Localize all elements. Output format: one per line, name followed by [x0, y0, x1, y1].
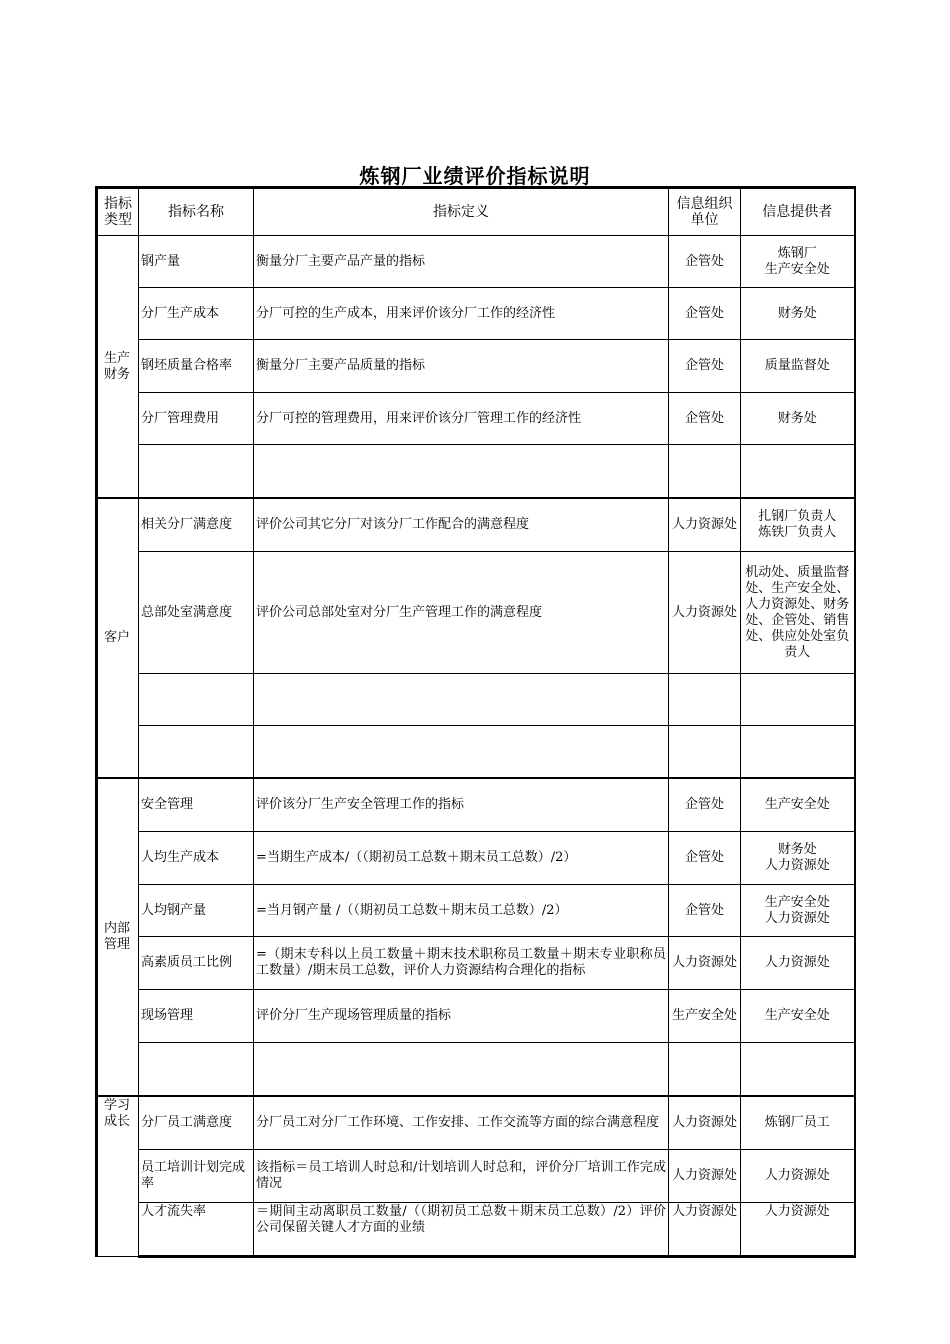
info-org-cell: 企管处: [669, 778, 741, 832]
info-org-cell: 企管处: [669, 288, 741, 340]
page-title: 炼钢厂业绩评价指标说明: [359, 164, 591, 188]
info-org-cell: 企管处: [669, 832, 741, 885]
group-type-cell: 生产财务: [97, 236, 139, 499]
info-provider-cell: [741, 726, 855, 779]
info-provider-cell: 生产安全处 人力资源处: [741, 885, 855, 937]
table-header-row: [97, 188, 855, 236]
table-row: [97, 778, 855, 832]
info-provider-cell: [741, 1043, 855, 1097]
indicator-definition-cell: [254, 726, 669, 779]
info-org-cell: 人力资源处: [669, 552, 741, 674]
indicator-definition-cell: 评价该分厂生产安全管理工作的指标: [254, 778, 669, 832]
table-row: [97, 1043, 855, 1097]
header-definition: 指标定义: [254, 188, 669, 236]
info-org-cell: [669, 674, 741, 726]
indicator-definition-cell: [254, 445, 669, 499]
header-name: 指标名称: [139, 188, 254, 236]
table-row: [97, 236, 855, 288]
indicator-name-cell: 钢产量: [139, 236, 254, 288]
table-row: [97, 726, 855, 779]
indicator-name-cell: 高素质员工比例: [139, 937, 254, 990]
indicator-name-cell: [139, 726, 254, 779]
indicator-definition-cell: [254, 1043, 669, 1097]
table-row: [97, 1203, 855, 1257]
indicator-definition-cell: 衡量分厂主要产品产量的指标: [254, 236, 669, 288]
table-row: [97, 393, 855, 445]
indicator-definition-cell: 分厂员工对分厂工作环境、工作安排、工作交流等方面的综合满意程度: [254, 1096, 669, 1150]
indicator-name-cell: 分厂生产成本: [139, 288, 254, 340]
info-org-cell: 人力资源处: [669, 1096, 741, 1150]
info-provider-cell: 生产安全处: [741, 990, 855, 1043]
info-org-cell: 人力资源处: [669, 1150, 741, 1203]
indicator-name-cell: 安全管理: [139, 778, 254, 832]
indicator-definition-cell: 衡量分厂主要产品质量的指标: [254, 340, 669, 393]
indicator-name-cell: 相关分厂满意度: [139, 498, 254, 552]
table-row: [97, 498, 855, 552]
info-provider-cell: 人力资源处: [741, 1150, 855, 1203]
info-org-cell: 企管处: [669, 236, 741, 288]
info-org-cell: [669, 726, 741, 779]
table-row: [97, 990, 855, 1043]
info-org-cell: 生产安全处: [669, 990, 741, 1043]
indicator-name-cell: 员工培训计划完成率: [139, 1150, 254, 1203]
indicator-definition-cell: ＝期间主动离职员工数量/（（期初员工总数＋期末员工总数）/2）评价公司保留关键人才方面的业绩: [254, 1203, 669, 1257]
info-org-cell: 企管处: [669, 340, 741, 393]
indicator-name-cell: 现场管理: [139, 990, 254, 1043]
indicator-name-cell: 分厂员工满意度: [139, 1096, 254, 1150]
indicator-definition-cell: [254, 674, 669, 726]
group-type-cell: 客户: [97, 498, 139, 778]
indicator-definition-cell: 分厂可控的管理费用，用来评价该分厂管理工作的经济性: [254, 393, 669, 445]
table-row: [97, 552, 855, 674]
table-row: [97, 937, 855, 990]
table-row: [97, 1096, 855, 1150]
table-row: [97, 832, 855, 885]
table-row: [97, 445, 855, 499]
header-org: 信息组织单位: [669, 188, 741, 236]
indicator-definition-cell: 分厂可控的生产成本，用来评价该分厂工作的经济性: [254, 288, 669, 340]
table-row: [97, 885, 855, 937]
info-provider-cell: 人力资源处: [741, 937, 855, 990]
group-type-cell: 学习成长: [97, 1096, 139, 1257]
indicator-name-cell: 钢坯质量合格率: [139, 340, 254, 393]
indicator-definition-cell: =当月钢产量 /（（期初员工总数＋期末员工总数）/2）: [254, 885, 669, 937]
info-provider-cell: 机动处、质量监督处、生产安全处、人力资源处、财务处、企管处、销售处、供应处处室负责人: [741, 552, 855, 674]
info-provider-cell: 财务处 人力资源处: [741, 832, 855, 885]
indicator-name-cell: 分厂管理费用: [139, 393, 254, 445]
indicator-definition-cell: 评价公司总部处室对分厂生产管理工作的满意程度: [254, 552, 669, 674]
indicator-name-cell: 人均生产成本: [139, 832, 254, 885]
info-org-cell: 企管处: [669, 393, 741, 445]
indicator-name-cell: 人均钢产量: [139, 885, 254, 937]
info-provider-cell: 扎钢厂负责人 炼铁厂负责人: [741, 498, 855, 552]
header-provider: 信息提供者: [741, 188, 855, 236]
table-row: [97, 674, 855, 726]
indicator-definition-cell: =当期生产成本/（（期初员工总数＋期末员工总数）/2）: [254, 832, 669, 885]
header-type: 指标类型: [97, 188, 139, 236]
indicator-definition-cell: 评价分厂生产现场管理质量的指标: [254, 990, 669, 1043]
group-type-cell: 内部管理: [97, 778, 139, 1096]
info-org-cell: [669, 445, 741, 499]
info-provider-cell: 生产安全处: [741, 778, 855, 832]
table-row: [97, 288, 855, 340]
info-org-cell: 人力资源处: [669, 1203, 741, 1257]
info-provider-cell: [741, 674, 855, 726]
indicator-name-cell: 人才流失率: [139, 1203, 254, 1257]
table-row: [97, 340, 855, 393]
info-provider-cell: 炼钢厂员工: [741, 1096, 855, 1150]
info-provider-cell: [741, 445, 855, 499]
info-provider-cell: 人力资源处: [741, 1203, 855, 1257]
indicator-definition-cell: 评价公司其它分厂对该分厂工作配合的满意程度: [254, 498, 669, 552]
indicator-name-cell: [139, 674, 254, 726]
indicator-table: [95, 186, 856, 1258]
info-org-cell: 人力资源处: [669, 498, 741, 552]
info-org-cell: [669, 1043, 741, 1097]
indicator-definition-cell: 该指标＝员工培训人时总和/计划培训人时总和，评价分厂培训工作完成情况: [254, 1150, 669, 1203]
indicator-definition-cell: =（期末专科以上员工数量＋期末技术职称员工数量＋期末专业职称员工数量）/期末员工总数，评价人力资源结构合理化的指标: [254, 937, 669, 990]
table-row: [97, 1150, 855, 1203]
info-provider-cell: 财务处: [741, 393, 855, 445]
info-provider-cell: 炼钢厂 生产安全处: [741, 236, 855, 288]
indicator-name-cell: 总部处室满意度: [139, 552, 254, 674]
indicator-name-cell: [139, 1043, 254, 1097]
indicator-name-cell: [139, 445, 254, 499]
info-provider-cell: 财务处: [741, 288, 855, 340]
info-org-cell: 人力资源处: [669, 937, 741, 990]
info-provider-cell: 质量监督处: [741, 340, 855, 393]
info-org-cell: 企管处: [669, 885, 741, 937]
